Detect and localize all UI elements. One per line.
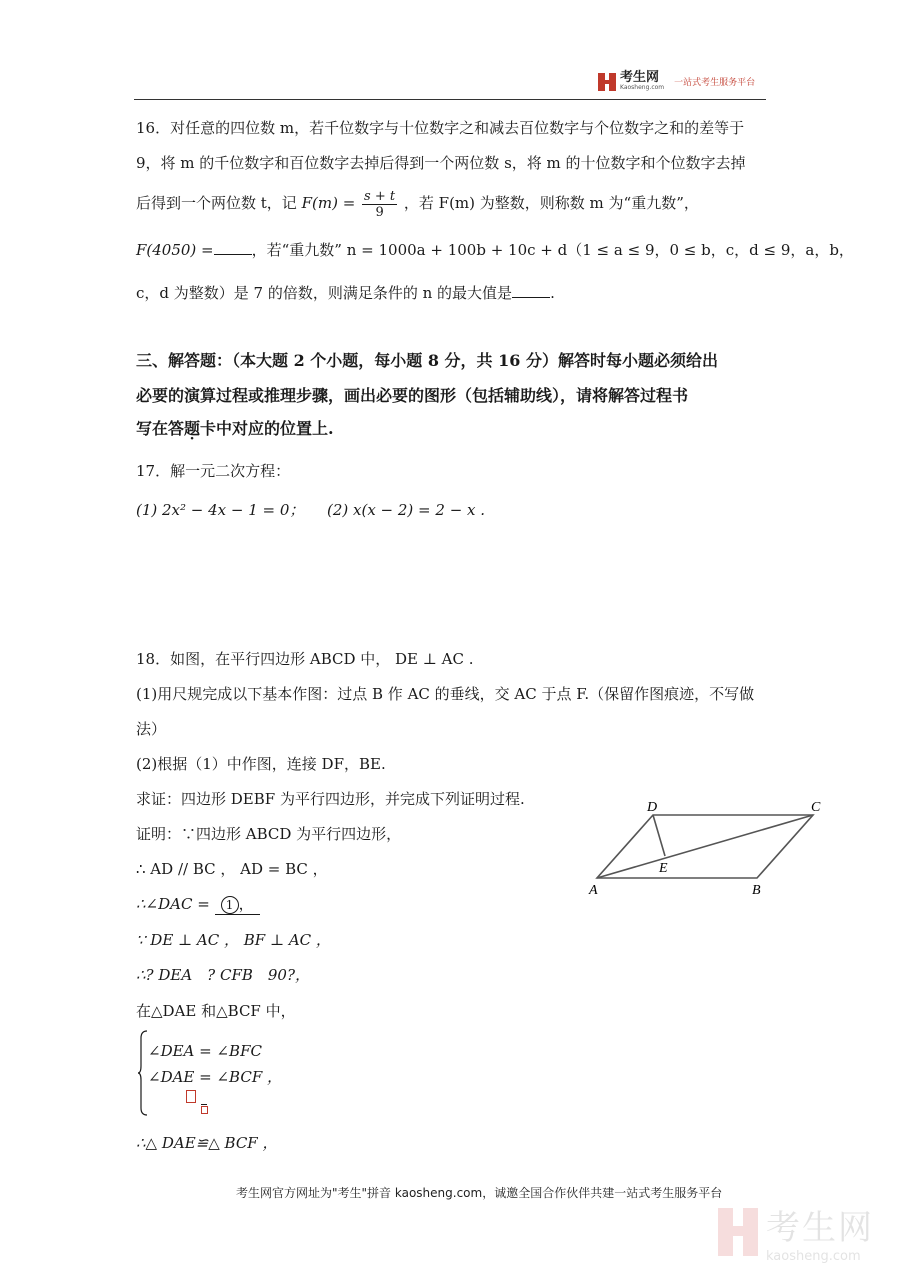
q18-proof3-a: ∴∠DAC = bbox=[136, 895, 210, 913]
q16-line4 bbox=[136, 240, 854, 260]
q16-fm: F(m) = bbox=[301, 194, 356, 212]
footer-text: 考生网官方网址为"考生"拼音 kaosheng.com，诚邀全国合作伙伴共建一站式考生服务平台 bbox=[236, 1186, 723, 1200]
q16-frac-den: 9 bbox=[375, 204, 384, 220]
watermark-logo-icon bbox=[718, 1208, 758, 1256]
label-A: A bbox=[589, 883, 598, 898]
q18-p1-line2: 法） bbox=[136, 720, 167, 738]
q16-line5-b: . bbox=[550, 284, 555, 302]
q17-title: 17．解一元二次方程： bbox=[136, 462, 291, 480]
header-rule bbox=[134, 99, 766, 100]
logo-cn: 考生网 bbox=[620, 70, 660, 85]
answer-blank-1[interactable] bbox=[214, 240, 252, 255]
q17-part1: (1) 2x² − 4x − 1 = 0； bbox=[136, 501, 305, 519]
q18-p1-line1: (1)用尺规完成以下基本作图：过点 B 作 AC 的垂线，交 AC 于点 F.（保留作图痕迹，不写做 bbox=[136, 685, 755, 703]
section3-line3 bbox=[136, 419, 334, 439]
label-E: E bbox=[659, 861, 668, 876]
answer-blank-3[interactable] bbox=[201, 1104, 207, 1105]
missing-glyph-icon bbox=[186, 1090, 196, 1103]
logo-en: Kaosheng.com bbox=[620, 84, 665, 91]
q18-proof7: ∴△ DAE≌△ BCF ， bbox=[136, 1134, 278, 1152]
q16-line1: 16．对任意的四位数 m，若千位数字与十位数字之和减去百位数字与个位数字之和的差等于 bbox=[136, 119, 745, 137]
section3-line1: 三、解答题：（本大题 2 个小题，每小题 8 分，共 16 分）解答时每小题必须给出 bbox=[136, 351, 718, 370]
q18-proof6: 在△DAE 和△BCF 中， bbox=[136, 1002, 296, 1020]
q16-line3-b: ，若 F(m) 为整数，则称数 m 为“重九数”， bbox=[403, 194, 699, 212]
answer-blank-2[interactable] bbox=[512, 283, 550, 298]
q16-line3-a: 后得到一个两位数 t，记 bbox=[136, 194, 297, 212]
q16-line2: 9，将 m 的千位数字和百位数字去掉后得到一个两位数 s，将 m 的十位数字和个位数字去掉 bbox=[136, 154, 746, 172]
q18-proof1: 证明：∵四边形 ABCD 为平行四边形， bbox=[136, 825, 402, 843]
q16-line3 bbox=[136, 186, 699, 220]
header-logo bbox=[598, 72, 755, 91]
section3-emphasis: 答题卡 bbox=[168, 419, 217, 438]
q18-sys1: ∠DEA = ∠BFC bbox=[148, 1042, 262, 1060]
q16-f4050: F(4050) = bbox=[136, 241, 214, 259]
section3-line3-a: 写在 bbox=[136, 419, 169, 438]
q18-sys2: ∠DAE = ∠BCF ， bbox=[148, 1068, 283, 1086]
q18-proof2: ∴ AD // BC ， AD = BC ， bbox=[136, 860, 328, 878]
label-D: D bbox=[647, 800, 658, 815]
q18-proof4: ∵ DE ⊥ AC ， BF ⊥ AC ， bbox=[136, 931, 331, 949]
circle-number-1: 1 bbox=[221, 896, 239, 914]
q16-frac-num: s + t bbox=[364, 188, 396, 204]
missing-glyph-small-icon bbox=[201, 1106, 208, 1114]
q16-line5 bbox=[136, 283, 555, 303]
parallelogram-figure bbox=[585, 795, 835, 900]
label-C: C bbox=[811, 800, 821, 815]
q16-line4-b: ，若“重九数” n = 1000a + 100b + 10c + d（1 ≤ a ≤ 9，0 ≤ b，c，d ≤ 9，a，b， bbox=[251, 241, 854, 259]
watermark-en: kaosheng.com bbox=[766, 1249, 861, 1264]
left-brace-icon bbox=[138, 1030, 148, 1116]
q18-proof3-b: ， bbox=[238, 895, 254, 913]
section3-line2: 必要的演算过程或推理步骤，画出必要的图形（包括辅助线），请将解答过程书 bbox=[136, 386, 689, 405]
watermark bbox=[718, 1200, 874, 1264]
label-B: B bbox=[752, 883, 761, 898]
q17-part2: (2) x(x − 2) = 2 − x . bbox=[327, 501, 486, 519]
watermark-text-group bbox=[766, 1200, 874, 1264]
q16-fraction bbox=[362, 189, 397, 220]
answer-blank-circle1[interactable] bbox=[215, 894, 260, 915]
kaosheng-logo-icon bbox=[598, 73, 616, 91]
q18-prove: 求证：四边形 DEBF 为平行四边形，并完成下列证明过程. bbox=[136, 790, 525, 808]
q18-p2: (2)根据（1）中作图，连接 DF，BE. bbox=[136, 755, 386, 773]
q16-line5-a: c，d 为整数）是 7 的倍数，则满足条件的 n 的最大值是 bbox=[136, 284, 513, 302]
watermark-cn: 考生网 bbox=[766, 1208, 874, 1248]
q18-proof3 bbox=[136, 894, 260, 915]
q18-title: 18．如图，在平行四边形 ABCD 中， DE ⊥ AC . bbox=[136, 650, 474, 668]
q18-proof5: ∴? DEA ? CFB 90?， bbox=[136, 966, 311, 984]
logo-slogan: 一站式考生服务平台 bbox=[674, 78, 756, 88]
logo-text bbox=[620, 72, 664, 91]
section3-line3-b: 中对应的位置上. bbox=[216, 419, 334, 438]
